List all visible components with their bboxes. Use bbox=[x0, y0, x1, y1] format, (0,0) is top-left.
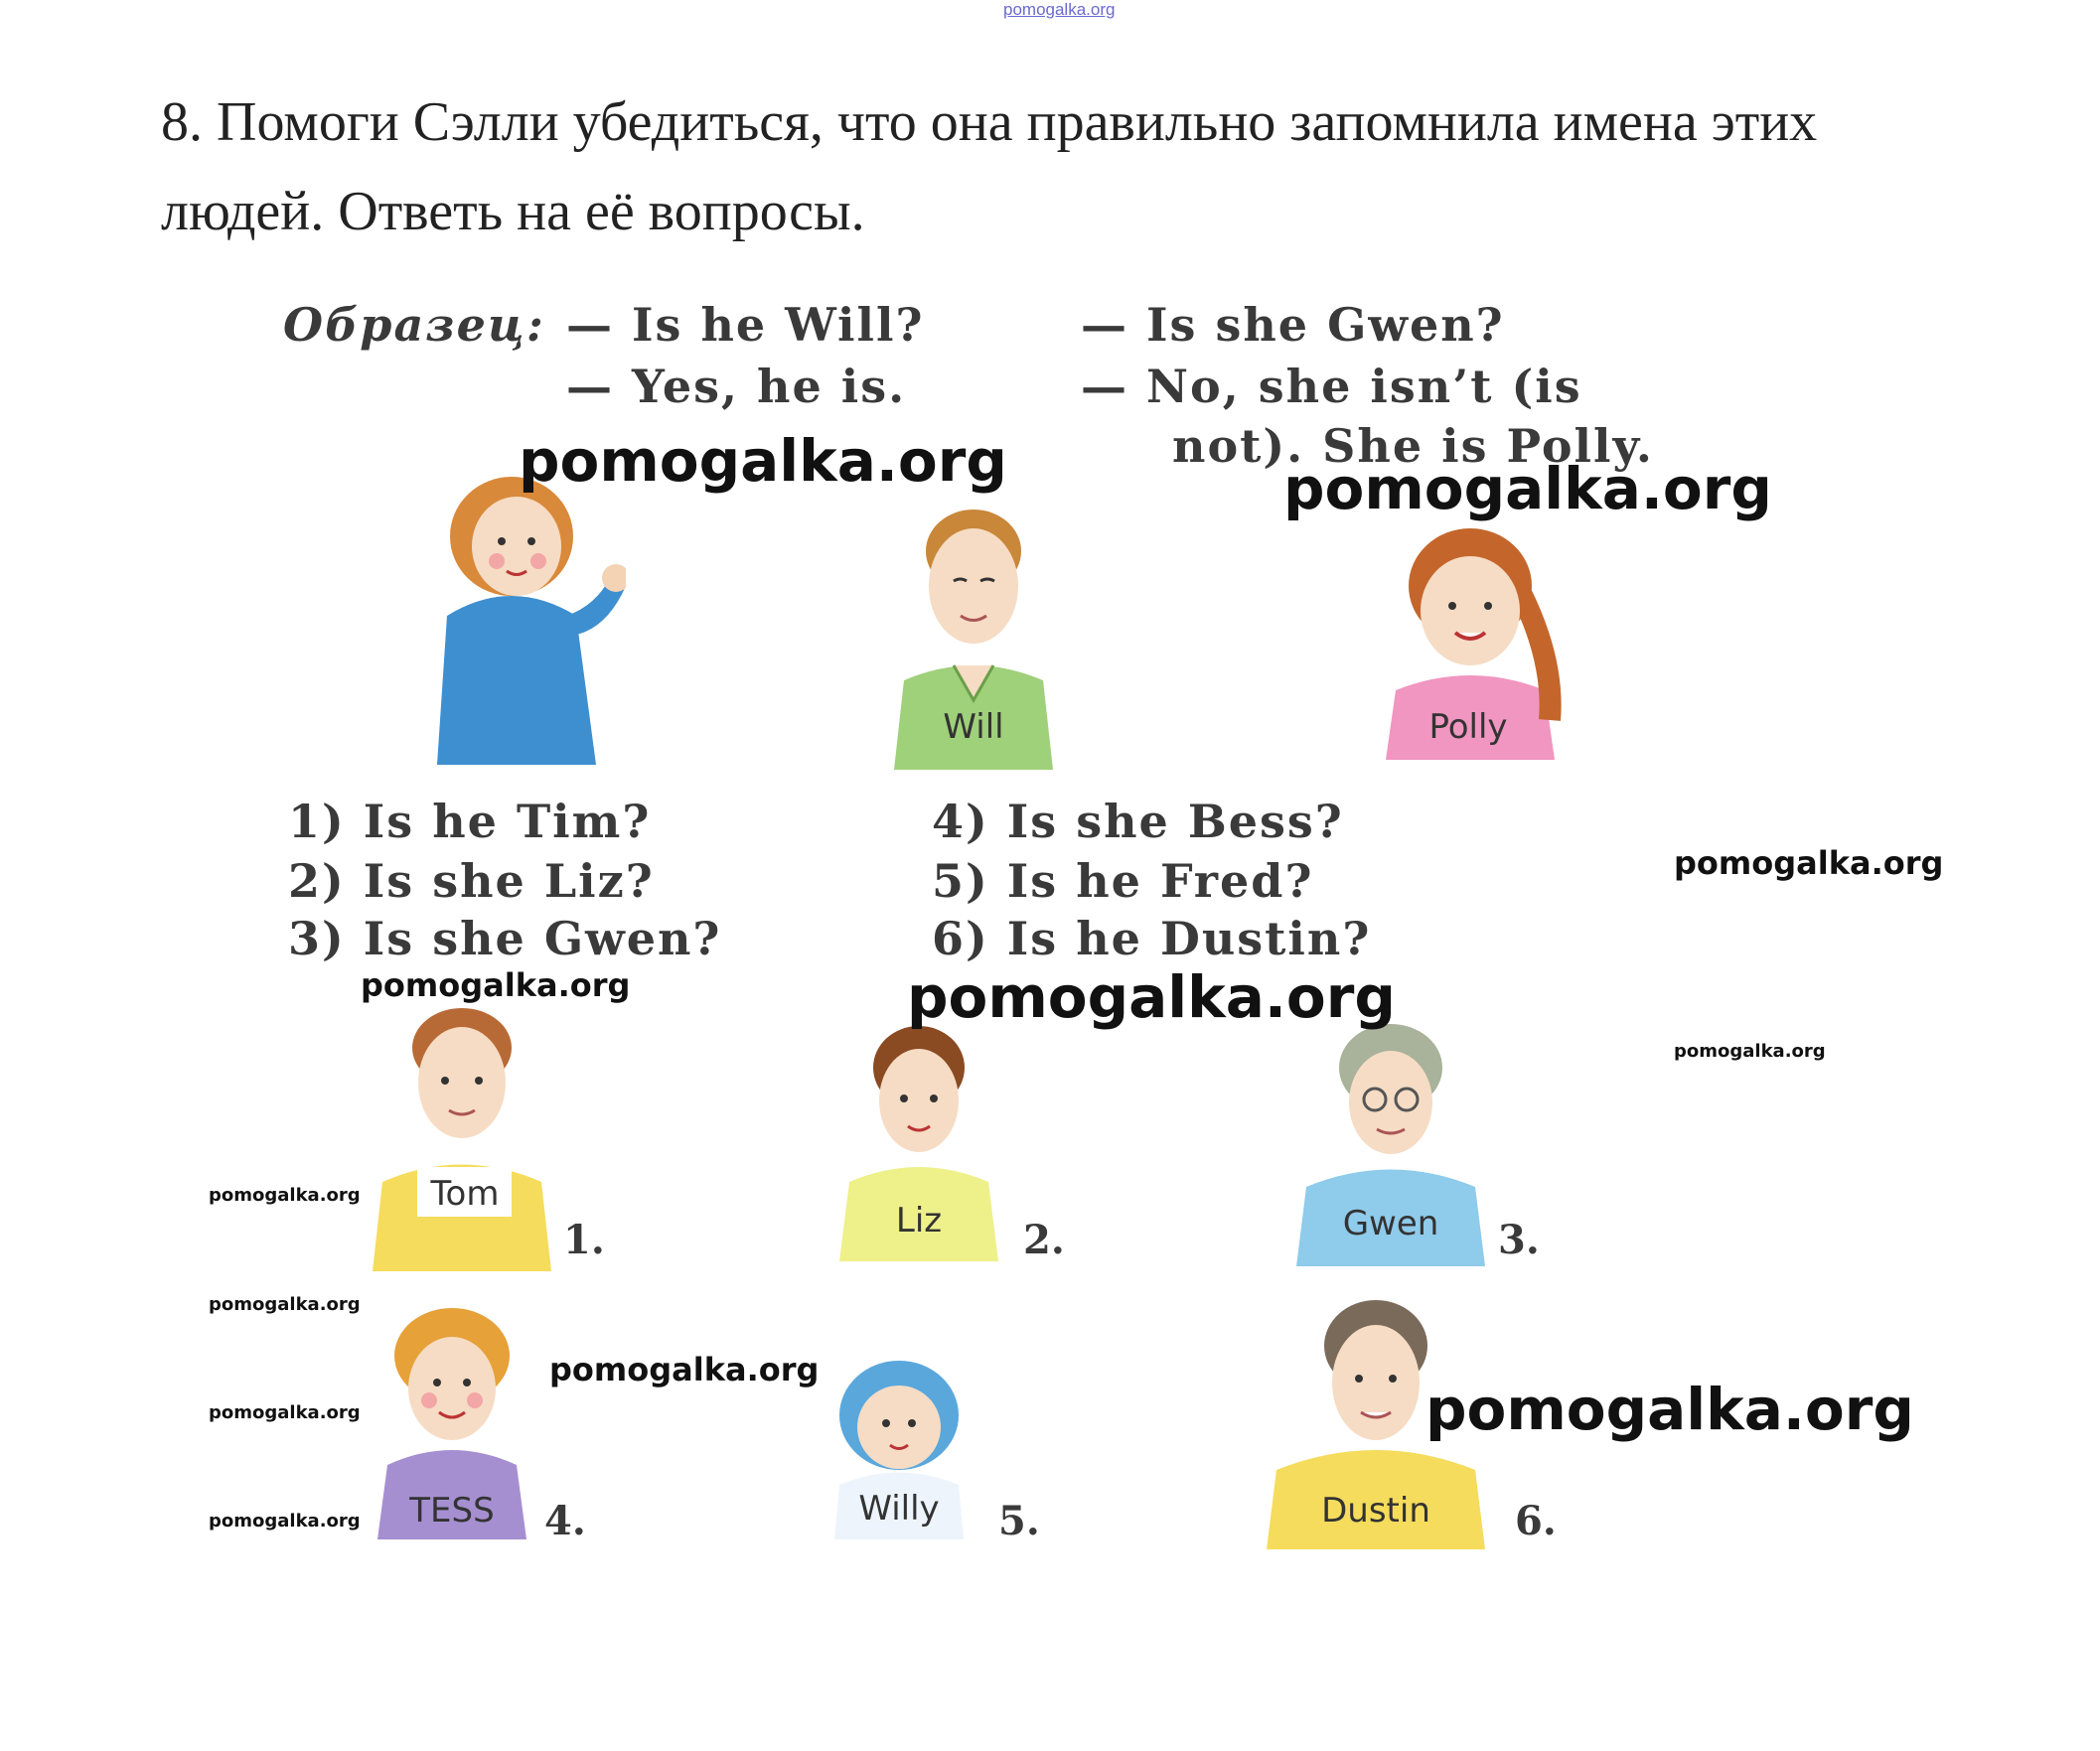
person-2-illustration bbox=[834, 1023, 1003, 1261]
person-2-shirt-label: Liz bbox=[895, 1201, 943, 1240]
person-6-number: 6. bbox=[1515, 1498, 1557, 1544]
person-1-illustration bbox=[368, 1003, 556, 1271]
person-4-shirt-label: TESS bbox=[409, 1491, 495, 1531]
watermark: pomogalka.org bbox=[1425, 1376, 1914, 1443]
person-1-shirt-label: Tom bbox=[430, 1174, 500, 1214]
watermark: pomogalka.org bbox=[907, 963, 1396, 1031]
person-5-number: 5. bbox=[998, 1498, 1040, 1544]
watermark: pomogalka.org bbox=[519, 427, 1007, 495]
watermark: pomogalka.org bbox=[209, 1402, 361, 1423]
site-link[interactable]: pomogalka.org bbox=[1003, 0, 1116, 19]
watermark: pomogalka.org bbox=[1674, 1041, 1826, 1062]
sally-illustration bbox=[397, 467, 626, 765]
watermark: pomogalka.org bbox=[361, 966, 631, 1004]
task-title-line-1: 8. Помоги Сэлли убедиться, что она правильно запомнила имена этих bbox=[161, 91, 1818, 153]
person-3-shirt-label: Gwen bbox=[1342, 1204, 1439, 1243]
person-2-number: 2. bbox=[1023, 1217, 1065, 1263]
person-6-shirt-label: Dustin bbox=[1321, 1491, 1430, 1531]
person-4-illustration bbox=[368, 1301, 536, 1539]
person-3-number: 3. bbox=[1498, 1217, 1540, 1263]
question-1: 1) Is he Tim? bbox=[288, 795, 652, 848]
task-title-line-2: людей. Ответь на её вопросы. bbox=[161, 181, 865, 242]
polly-illustration bbox=[1381, 521, 1570, 760]
watermark: pomogalka.org bbox=[1283, 455, 1772, 522]
watermark: pomogalka.org bbox=[549, 1351, 820, 1388]
person-4-number: 4. bbox=[544, 1498, 586, 1544]
question-4: 4) Is she Bess? bbox=[932, 795, 1344, 848]
watermark: pomogalka.org bbox=[209, 1511, 361, 1532]
sample-left-question: — Is he Will? bbox=[566, 298, 925, 352]
sample-right-answer-line-2: not). She is Polly. bbox=[1172, 419, 1654, 473]
question-2: 2) Is she Liz? bbox=[288, 854, 655, 908]
watermark: pomogalka.org bbox=[209, 1294, 361, 1315]
person-1-number: 1. bbox=[563, 1217, 605, 1263]
watermark: pomogalka.org bbox=[1674, 844, 1944, 882]
person-3-illustration bbox=[1291, 1018, 1490, 1266]
will-shirt-label: Will bbox=[943, 707, 1004, 747]
task-title bbox=[161, 77, 1949, 256]
polly-shirt-label: Polly bbox=[1428, 707, 1508, 747]
person-5-illustration bbox=[825, 1356, 974, 1539]
sample-label: Образец: bbox=[283, 298, 545, 352]
question-6: 6) Is he Dustin? bbox=[932, 912, 1372, 965]
watermark: pomogalka.org bbox=[209, 1185, 361, 1206]
question-3: 3) Is she Gwen? bbox=[288, 912, 722, 965]
sample-left-answer: — Yes, he is. bbox=[566, 360, 907, 413]
person-5-shirt-label: Willy bbox=[858, 1489, 940, 1529]
sample-right-answer-line-1: — No, she isn’t (is bbox=[1081, 360, 1582, 413]
will-illustration bbox=[889, 502, 1058, 770]
sample-right-question: — Is she Gwen? bbox=[1081, 298, 1505, 352]
question-5: 5) Is he Fred? bbox=[932, 854, 1314, 908]
